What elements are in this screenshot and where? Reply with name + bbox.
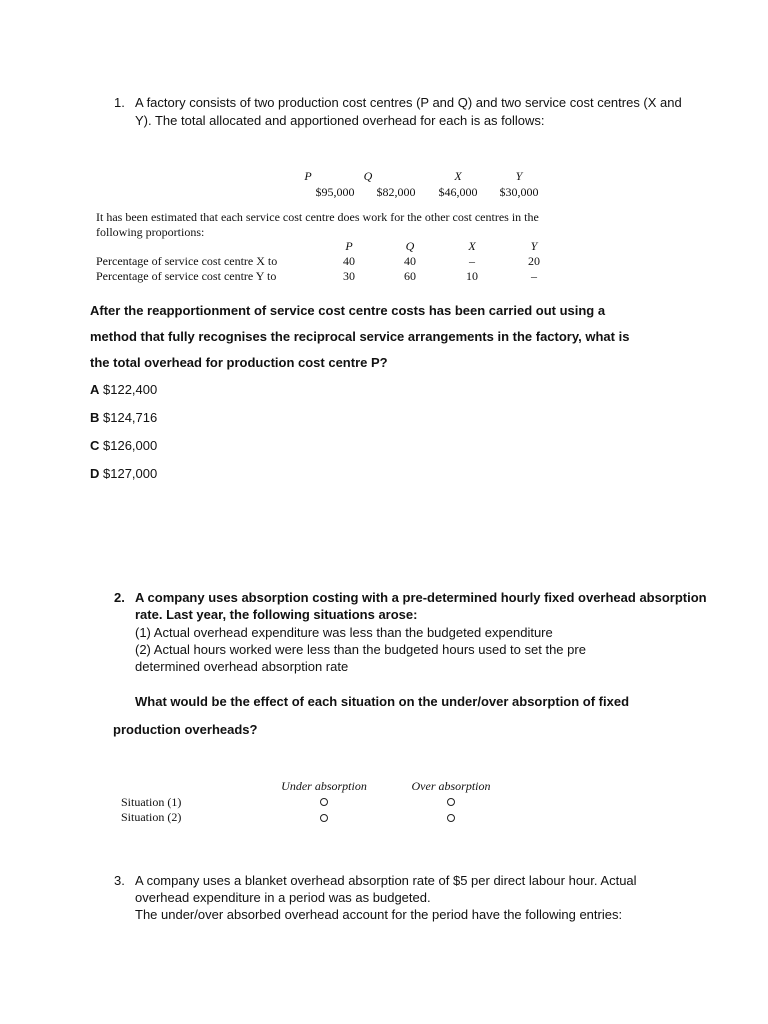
overhead-value-p: $95,000 <box>315 185 355 199</box>
overhead-value-y: $30,000 <box>499 185 539 199</box>
answer-option-a[interactable] <box>90 381 157 398</box>
option-letter: B <box>90 410 100 425</box>
option-text: $127,000 <box>103 466 158 481</box>
table-cell: 40 <box>343 254 355 268</box>
option-letter: C <box>90 438 100 453</box>
row-label: Percentage of service cost centre X to <box>96 254 278 268</box>
table-cell: 10 <box>466 269 478 283</box>
column-header-over-absorption: Over absorption <box>411 779 491 793</box>
table-cell: – <box>531 269 537 283</box>
column-header-p: P <box>304 169 312 183</box>
question-prompt-line: production overheads? <box>113 722 258 737</box>
column-header-p: P <box>345 239 353 253</box>
table-cell: 40 <box>404 254 416 268</box>
table-cell: – <box>469 254 475 268</box>
estimate-text-line: following proportions: <box>96 225 205 239</box>
situation-text: (2) Actual hours worked were less than the budgeted hours used to set the pre <box>135 642 586 657</box>
answer-option-c[interactable] <box>90 437 157 454</box>
column-header-x: X <box>454 169 462 183</box>
table-cell: 20 <box>528 254 540 268</box>
column-header-y: Y <box>515 169 523 183</box>
question-text-line: A factory consists of two production cost centres (P and Q) and two service cost centres (X and <box>135 95 682 110</box>
column-header-q: Q <box>405 239 415 253</box>
question-prompt-line: the total overhead for production cost centre P? <box>90 355 388 370</box>
option-text: $124,716 <box>103 410 158 425</box>
option-text: $126,000 <box>103 438 158 453</box>
question-text-line: A company uses a blanket overhead absorption rate of $5 per direct labour hour. Actual <box>135 873 637 888</box>
situation-text: (1) Actual overhead expenditure was less than the budgeted expenditure <box>135 625 553 640</box>
question-text-line: overhead expenditure in a period was as budgeted. <box>135 890 431 905</box>
row-label: Situation (2) <box>121 810 182 824</box>
question-text-line: rate. Last year, the following situations arose: <box>135 607 418 622</box>
table-cell: 30 <box>343 269 355 283</box>
question-prompt-line: What would be the effect of each situation on the under/over absorption of fixed <box>135 694 630 709</box>
column-header-x: X <box>468 239 476 253</box>
question-number: 1. <box>114 95 125 110</box>
question-text-line: Y). The total allocated and apportioned overhead for each is as follows: <box>135 113 545 128</box>
radio-situation2-under[interactable] <box>320 814 328 822</box>
question-number: 2. <box>114 590 125 605</box>
question-prompt-line: After the reapportionment of service cost centre costs has been carried out using a <box>90 303 606 318</box>
row-label: Percentage of service cost centre Y to <box>96 269 277 283</box>
option-letter: A <box>90 382 100 397</box>
answer-option-d[interactable] <box>90 465 157 482</box>
row-label: Situation (1) <box>121 795 182 809</box>
question-text-line: The under/over absorbed overhead account for the period have the following entries: <box>135 907 623 922</box>
overhead-value-x: $46,000 <box>438 185 478 199</box>
estimate-text-line: It has been estimated that each service cost centre does work for the other cost centres in the <box>96 210 539 224</box>
option-letter: D <box>90 466 100 481</box>
question-prompt-line: method that fully recognises the reciprocal service arrangements in the factory, what is <box>90 329 630 344</box>
radio-situation1-over[interactable] <box>447 798 455 806</box>
question-text-line: A company uses absorption costing with a pre-determined hourly fixed overhead absorption <box>135 590 707 605</box>
answer-option-b[interactable] <box>90 409 157 426</box>
question-number: 3. <box>114 873 125 888</box>
radio-situation2-over[interactable] <box>447 814 455 822</box>
radio-situation1-under[interactable] <box>320 798 328 806</box>
column-header-q: Q <box>363 169 373 183</box>
situation-text: determined overhead absorption rate <box>135 659 349 674</box>
option-text: $122,400 <box>103 382 158 397</box>
column-header-under-absorption: Under absorption <box>281 779 367 793</box>
column-header-y: Y <box>530 239 538 253</box>
table-cell: 60 <box>404 269 416 283</box>
overhead-value-q: $82,000 <box>376 185 416 199</box>
